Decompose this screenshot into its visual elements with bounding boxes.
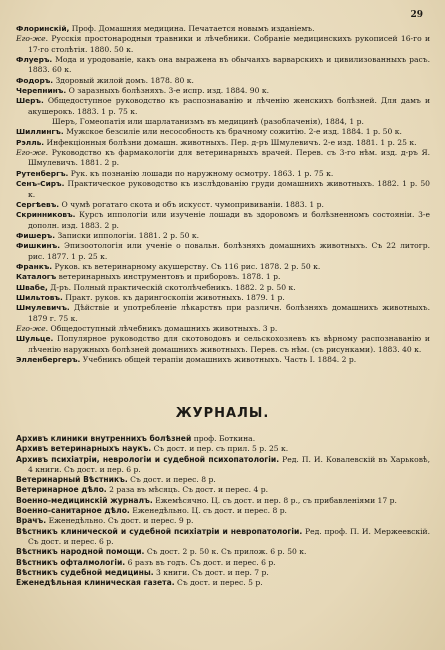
book-entry	[16, 117, 430, 127]
entry-text: Практ. руков. къ дарингоскопіи животныхъ. 1879. 1 р.	[65, 292, 285, 302]
entry-text: Съ дост. и перес. 5 р.	[177, 578, 263, 588]
entry-name: Вѣстникъ клинической и судебной психіатріи и невропатологіи.	[16, 526, 303, 536]
entry-text: Шеръ, Гомеопатія или шарлатанизмъ въ медицинѣ (разоблаченія), 1884, 1 р.	[52, 117, 364, 127]
book-entry	[16, 127, 430, 137]
entry-name: Шиллингъ.	[16, 127, 64, 137]
entry-name: Швабе,	[16, 282, 48, 292]
entry-text: Ежемѣсячно. Ц. съ дост. и пер. 8 р., съ прибавленіями 17 р.	[155, 495, 397, 505]
journal-entry	[16, 506, 430, 516]
book-entry	[16, 169, 430, 179]
entry-text: Общедоступный лѣчебникъ домашнихъ животныхъ. 3 р.	[50, 323, 278, 333]
books-list	[16, 24, 430, 365]
book-entry	[16, 293, 430, 303]
book-entry	[16, 96, 430, 117]
entry-name: Элленбергеръ.	[16, 355, 81, 364]
entry-text: Проф. Домашняя медицина. Печатается новымъ изданіемъ.	[71, 24, 315, 33]
book-entry	[16, 324, 430, 334]
entry-text: Ред. проф. П. И. Мержеевскій. Съ дост. и перес. 6 р.	[28, 526, 430, 546]
entry-ibid: Его-же.	[16, 148, 49, 158]
entry-text: Популярное руководство для скотоводовъ и сельскохозяевъ къ вѣрному распознаванію и лѣченію наружныхъ болѣзней домашнихъ животныхъ. Перев. съ нѣм. (съ рисунками). 1883. 40 к.	[28, 334, 430, 354]
journal-entry	[16, 516, 430, 526]
entry-text: Мода и уродованіе, какъ она выражена въ обычаяхъ варварскихъ и цивилизованныхъ расъ. 1883. 60 к.	[28, 55, 430, 75]
book-entry	[16, 272, 430, 282]
journal-entry	[16, 475, 430, 485]
book-entry	[16, 241, 430, 262]
entry-name: Шильтовъ.	[16, 292, 63, 302]
entry-name: Военно-медицинскій журналъ.	[16, 495, 153, 505]
journals-heading: ЖУРНАЛЫ.	[175, 406, 270, 421]
entry-name: Вѣстникъ судебной медицины.	[16, 567, 154, 577]
journal-entry	[16, 444, 430, 454]
entry-name: Франкъ.	[16, 261, 53, 271]
entry-text: Дѣйствіе и употребленіе лѣкарствъ при различн. болѣзняхъ домашнихъ животныхъ. 1879 г. 75 к.	[28, 303, 430, 323]
entry-name: Архивъ психіатріи, неврологіи и судебной психопатологіи.	[16, 454, 280, 464]
book-entry	[16, 179, 430, 200]
entry-text: 2 раза въ мѣсяцъ. Съ дост. и перес. 4 р.	[109, 485, 269, 495]
book-entry	[16, 200, 430, 210]
book-entry	[16, 283, 430, 293]
entry-text: Ред. П. И. Ковалевскій въ Харьковѣ, 4 книги. Съ дост. и пер. 6 р.	[28, 454, 430, 474]
entry-name: Флуеръ.	[16, 55, 53, 65]
entry-text: ветеринарныхъ инструментовъ и приборовъ. 1878. 1 р.	[58, 272, 281, 282]
book-entry	[16, 355, 430, 365]
journal-entry	[16, 547, 430, 557]
book-entry	[16, 76, 430, 86]
entry-text: Д-ръ. Полный практическій скотолѣчебникъ. 1882. 2 р. 50 к.	[50, 282, 296, 292]
entry-text: 3 книги. Съ дост. и пер. 7 р.	[156, 567, 269, 577]
entry-name: Ветеринарное дѣло.	[16, 485, 107, 495]
book-entry	[16, 148, 430, 169]
journals-list	[16, 434, 430, 588]
entry-name: Врачъ.	[16, 516, 47, 526]
entry-ibid: Его-же.	[16, 323, 49, 333]
entry-text: Практическое руководство къ изслѣдованію груди домашнихъ животныхъ. 1882. 1 р. 50 к.	[28, 179, 430, 199]
entry-text: Руков. къ ветеринарному акушерству. Съ 116 рис. 1878. 2 р. 50 к.	[54, 261, 321, 271]
entry-name: Фишеръ.	[16, 230, 56, 240]
entry-text: 6 разъ въ годъ. Съ дост. и перес. 6 р.	[127, 557, 276, 567]
entry-text: Инфекціонныя болѣзни домашн. животныхъ. Пер. д-ръ Шмулевичъ. 2-е изд. 1881. 1 р. 25 к.	[46, 137, 417, 147]
entry-name: Вѣстникъ народной помощи.	[16, 547, 145, 557]
entry-text: Учебникъ общей терапіи домашнихъ животныхъ. Часть I. 1884. 2 р.	[82, 355, 357, 364]
entry-name: Вѣстникъ офталмологіи.	[16, 557, 126, 567]
book-entry	[16, 34, 430, 55]
entry-text: проф. Боткина.	[193, 434, 256, 443]
entry-text: О заразныхъ болѣзняхъ. 3-е испр. изд. 1884. 90 к.	[68, 86, 269, 96]
entry-name: Шеръ.	[16, 96, 44, 106]
entry-text: Мужское безсиліе или несособность къ брачному сожитію. 2-е изд. 1884. 1 р. 50 к.	[66, 127, 402, 137]
journal-entry	[16, 485, 430, 495]
entry-name: Сергѣевъ.	[16, 199, 60, 209]
entry-ibid: Его-же.	[16, 34, 49, 44]
book-entry	[16, 210, 430, 231]
entry-name: Архивъ ветеринарныхъ наукъ.	[16, 444, 152, 454]
entry-name: Архивъ клиники внутреннихъ болѣзней	[16, 434, 192, 443]
entry-text: Общедоступное руководство къ распознаванію и лѣченію женскихъ болѣзней. Для дамъ и акушерокъ. 1883. 1 р. 75 к.	[28, 96, 431, 116]
journal-entry	[16, 496, 430, 506]
entry-name: Шульце.	[16, 334, 54, 344]
journal-entry	[16, 527, 430, 548]
entry-text: Записки иппологіи. 1881. 2 р. 50 к.	[57, 230, 200, 240]
entry-name: Скринниковъ.	[16, 210, 76, 220]
book-entry	[16, 138, 430, 148]
book-entry	[16, 303, 430, 324]
entry-name: Рутенбергъ.	[16, 168, 69, 178]
page-number: 29	[410, 10, 423, 20]
entry-text: Руководство къ фармакологіи для ветеринарныхъ врачей. Перев. съ 3-го нѣм. изд. д-ръ Я. Шмулевичъ. 1881. 2 р.	[28, 148, 431, 168]
entry-name: Каталогъ	[16, 272, 57, 282]
entry-name: Рэлль.	[16, 137, 45, 147]
journal-entry	[16, 434, 430, 444]
entry-text: Съ дост. и пер. съ прил. 5 р. 25 к.	[153, 444, 289, 454]
entry-text: Русскія простонародныя травники и лѣчебники. Собраніе медицинскихъ рукописей 16-го и 17-го столѣтія. 1880. 50 к.	[28, 34, 430, 54]
entry-text: Здоровый жилой домъ. 1878. 80 к.	[55, 75, 194, 85]
journal-entry	[16, 568, 430, 578]
book-entry	[16, 231, 430, 241]
entry-text: Рук. къ познанію лошади по наружному осмотру. 1863. 1 р. 75 к.	[70, 168, 334, 178]
entry-text: О чумѣ рогатаго скота и объ искусст. чумопрививаніи. 1883. 1 р.	[61, 199, 324, 209]
entry-text: Эпизоотологія или ученіе о повальн. болѣзняхъ домашнихъ животныхъ. Съ 22 литогр. рис. 1877. 1 р. 25 к.	[28, 241, 430, 261]
entry-text: Съ дост. 2 р. 50 к. Съ прилож. 6 р. 50 к.	[146, 547, 307, 557]
journal-entry	[16, 558, 430, 568]
book-entry	[16, 24, 430, 34]
entry-text: Курсъ иппологіи или изученіе лошади въ здоровомъ и болѣзненномъ состояніи. 3-е дополн. изд. 1883. 2 р.	[28, 210, 430, 230]
entry-name: Фишкинъ.	[16, 241, 61, 251]
entry-name: Сенъ-Сиръ.	[16, 179, 65, 189]
journal-entry	[16, 455, 430, 476]
entry-name: Флоринскій,	[16, 24, 70, 33]
book-entry	[16, 86, 430, 96]
entry-name: Фодоръ.	[16, 75, 54, 85]
journal-entry	[16, 578, 430, 588]
entry-text: Съ дост. и перес. 8 р.	[130, 475, 216, 485]
book-entry	[16, 334, 430, 355]
entry-name: Ветеринарный Вѣстникъ.	[16, 475, 128, 485]
entry-text: Еженедѣльно. Съ дост. и перес. 9 р.	[48, 516, 194, 526]
entry-name: Военно-санитарное дѣло.	[16, 506, 130, 516]
entry-name: Еженедѣльная клиническая газета.	[16, 578, 175, 588]
entry-text: Еженедѣльно. Ц. съ дост. и перес. 8 р.	[132, 506, 287, 516]
entry-name: Черепнинъ.	[16, 86, 67, 96]
entry-name: Шмулевичъ.	[16, 303, 70, 313]
book-entry	[16, 55, 430, 76]
book-entry	[16, 262, 430, 272]
